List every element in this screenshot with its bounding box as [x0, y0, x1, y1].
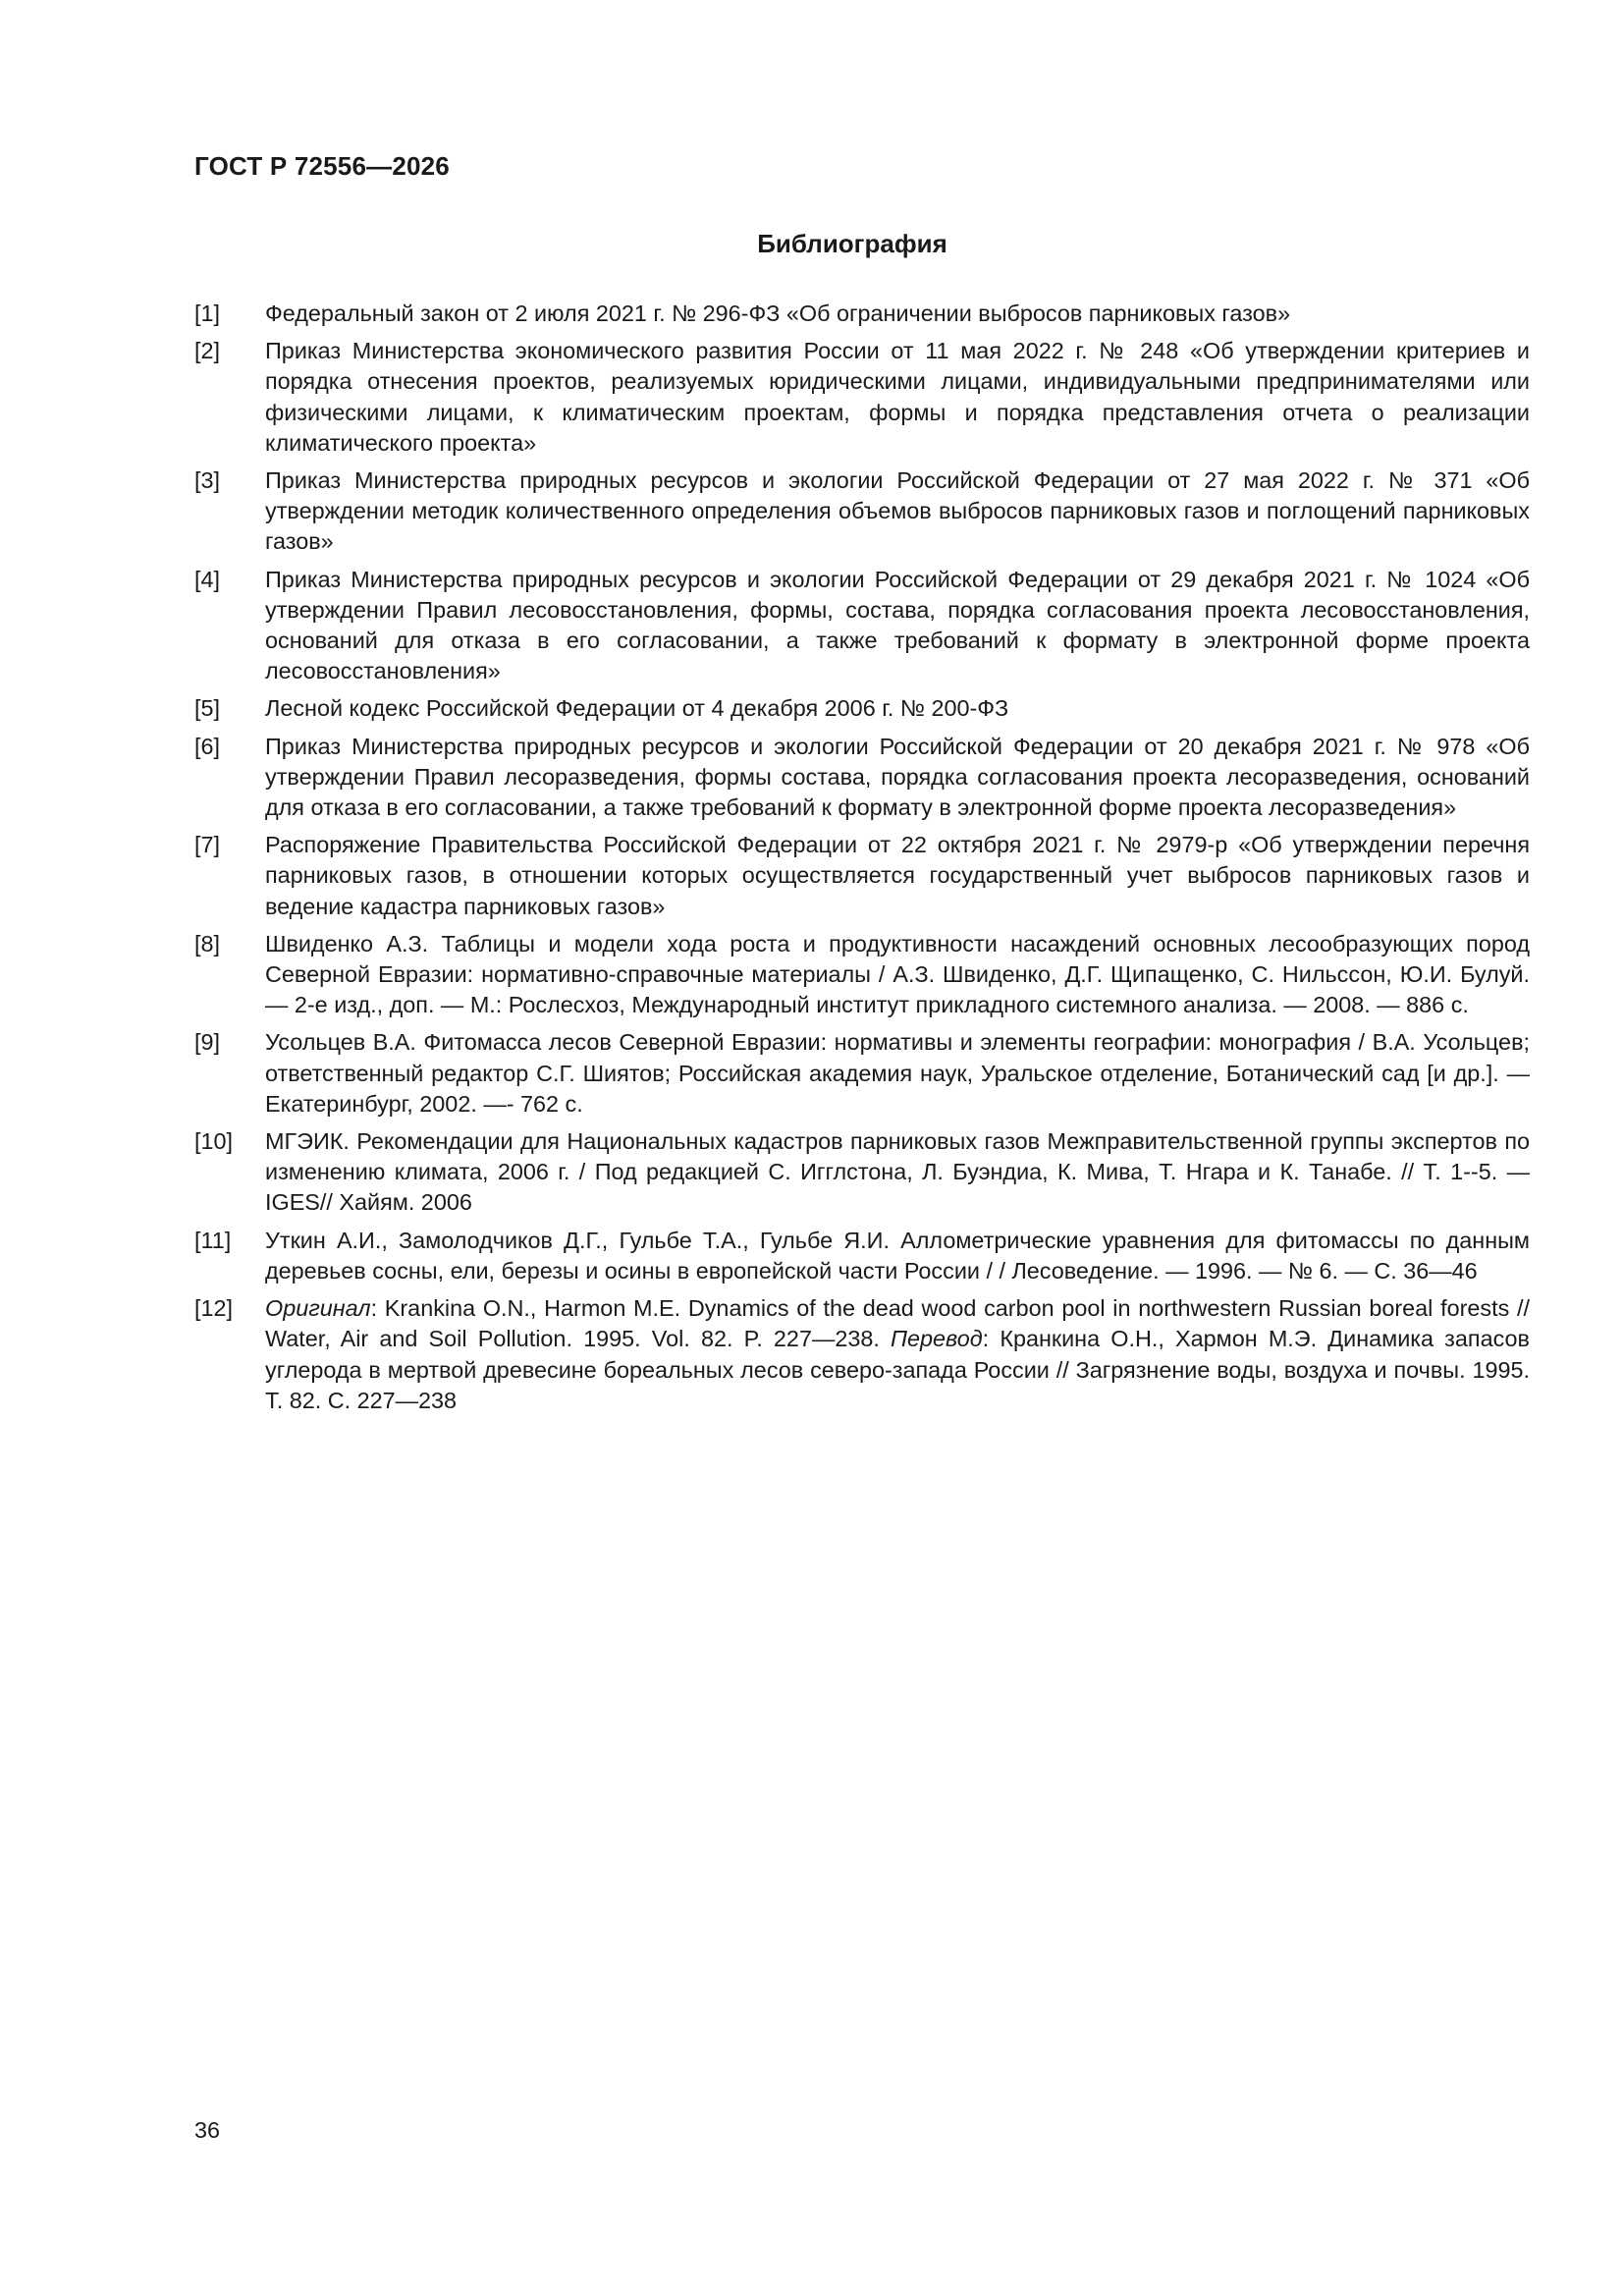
bibliography-item	[194, 1027, 1530, 1120]
reference-text: Швиденко А.З. Таблицы и модели хода роста и продуктивности насаждений основных лесообразующих пород Северной Евразии: нормативно-справочные материалы / А.З. Швиденко, Д.Г. Щипащенко, С. Нильссон, Ю.И. Булуй. — 2-е изд., доп. — М.: Рослесхоз, Международный институт прикладного системного анализа. — 2008. — 886 с.	[265, 930, 1530, 1018]
reference-number: [8]	[194, 930, 221, 957]
bibliography-item	[194, 1226, 1530, 1286]
reference-number: [5]	[194, 695, 221, 722]
original-citation: : Krankina O.N., Harmon M.E. Dynamics of the dead wood carbon pool in northwestern Russian boreal forests // Water, Air and Soil Pollution. 1995. Vol. 82. P. 227—238.	[265, 1295, 1530, 1352]
reference-number: [1]	[194, 301, 221, 326]
reference-number: [2]	[194, 338, 221, 364]
reference-text: Приказ Министерства природных ресурсов и экологии Российской Федерации от 20 декабря 2021 г. № 978 «Об утверждении Правил лесоразведения, формы состава, порядка согласования проекта лесоразведения, оснований для отказа в его согласовании, а также требований к формату в электронной форме проекта лесоразведения»	[265, 733, 1530, 821]
bibliography-item	[194, 565, 1530, 687]
bibliography-item	[194, 336, 1530, 459]
reference-text: Лесной кодекс Российской Федерации от 4 декабря 2006 г. № 200-ФЗ	[265, 695, 1009, 722]
bibliography-item	[194, 732, 1530, 824]
document-code: ГОСТ Р 72556—2026	[194, 151, 450, 181]
reference-text: Приказ Министерства природных ресурсов и экологии Российской Федерации от 29 декабря 2021 г. № 1024 «Об утверждении Правил лесовосстановления, формы, состава, порядка согласования проекта лесовосстановления, оснований для отказа в его согласовании, а также требований к формату в электронной форме проекта лесовосстановления»	[265, 566, 1530, 684]
page-number: 36	[194, 2117, 221, 2143]
bibliography-item	[194, 830, 1530, 922]
reference-number: [6]	[194, 733, 221, 759]
original-label: Оригинал	[265, 1295, 371, 1322]
reference-text: Уткин А.И., Замолодчиков Д.Г., Гульбе Т.А., Гульбе Я.И. Аллометрические уравнения для фитомассы по данным деревьев сосны, ели, березы и осины в европейской части России / / Лесоведение. — 1996. — № 6. — С. 36—46	[265, 1227, 1530, 1284]
reference-text	[265, 1293, 1530, 1416]
reference-text: Приказ Министерства природных ресурсов и экологии Российской Федерации от 27 мая 2022 г. № 371 «Об утверждении методик количественного определения объемов выбросов парниковых газов и поглощений парниковых газов»	[265, 467, 1530, 555]
bibliography-item	[194, 693, 1530, 724]
reference-number: [4]	[194, 566, 221, 592]
reference-number: [10]	[194, 1128, 234, 1155]
bibliography-item	[194, 1293, 1530, 1416]
bibliography-item	[194, 465, 1530, 558]
bibliography-list	[194, 299, 1530, 1423]
reference-text: МГЭИК. Рекомендации для Национальных кадастров парниковых газов Межправительственной группы экспертов по изменению климата, 2006 г. / Под редакцией С. Игглстона, Л. Буэндиа, К. Мива, Т. Нгара и К. Танабе. // Т. 1--5. — IGES// Хайям. 2006	[265, 1128, 1530, 1216]
reference-text: Приказ Министерства экономического развития России от 11 мая 2022 г. № 248 «Об утверждении критериев и порядка отнесения проектов, реализуемых юридическими лицами, индивидуальными предпринимателями или физическими лицами, к климатическим проектам, формы и порядка представления отчета о реализации климатического проекта»	[265, 338, 1530, 456]
reference-number: [12]	[194, 1295, 234, 1322]
reference-number: [3]	[194, 467, 221, 494]
bibliography-item	[194, 929, 1530, 1021]
reference-number: [11]	[194, 1227, 232, 1253]
bibliography-item	[194, 1126, 1530, 1219]
reference-text: Федеральный закон от 2 июля 2021 г. № 296-ФЗ «Об ограничении выбросов парниковых газов»	[265, 301, 1291, 326]
translation-citation: : Кранкина О.Н., Хармон М.Э. Динамика запасов углерода в мертвой древесине бореальных лесов северо-запада России // Загрязнение воды, воздуха и почвы. 1995. Т. 82. С. 227—238	[265, 1326, 1530, 1413]
reference-text: Усольцев В.А. Фитомасса лесов Северной Евразии: нормативы и элементы географии: монография / В.А. Усольцев; ответственный редактор С.Г. Шиятов; Российская академия наук, Уральское отделение, Ботанический сад [и др.]. — Екатеринбург, 2002. —- 762 с.	[265, 1029, 1530, 1117]
reference-text: Распоряжение Правительства Российской Федерации от 22 октября 2021 г. № 2979-р «Об утверждении перечня парниковых газов, в отношении которых осуществляется государственный учет выбросов парниковых газов и ведение кадастра парниковых газов»	[265, 832, 1530, 919]
bibliography-item	[194, 299, 1530, 329]
reference-number: [7]	[194, 832, 221, 858]
translation-label: Перевод	[891, 1326, 983, 1352]
reference-number: [9]	[194, 1029, 221, 1056]
section-title: Библиография	[757, 229, 947, 258]
